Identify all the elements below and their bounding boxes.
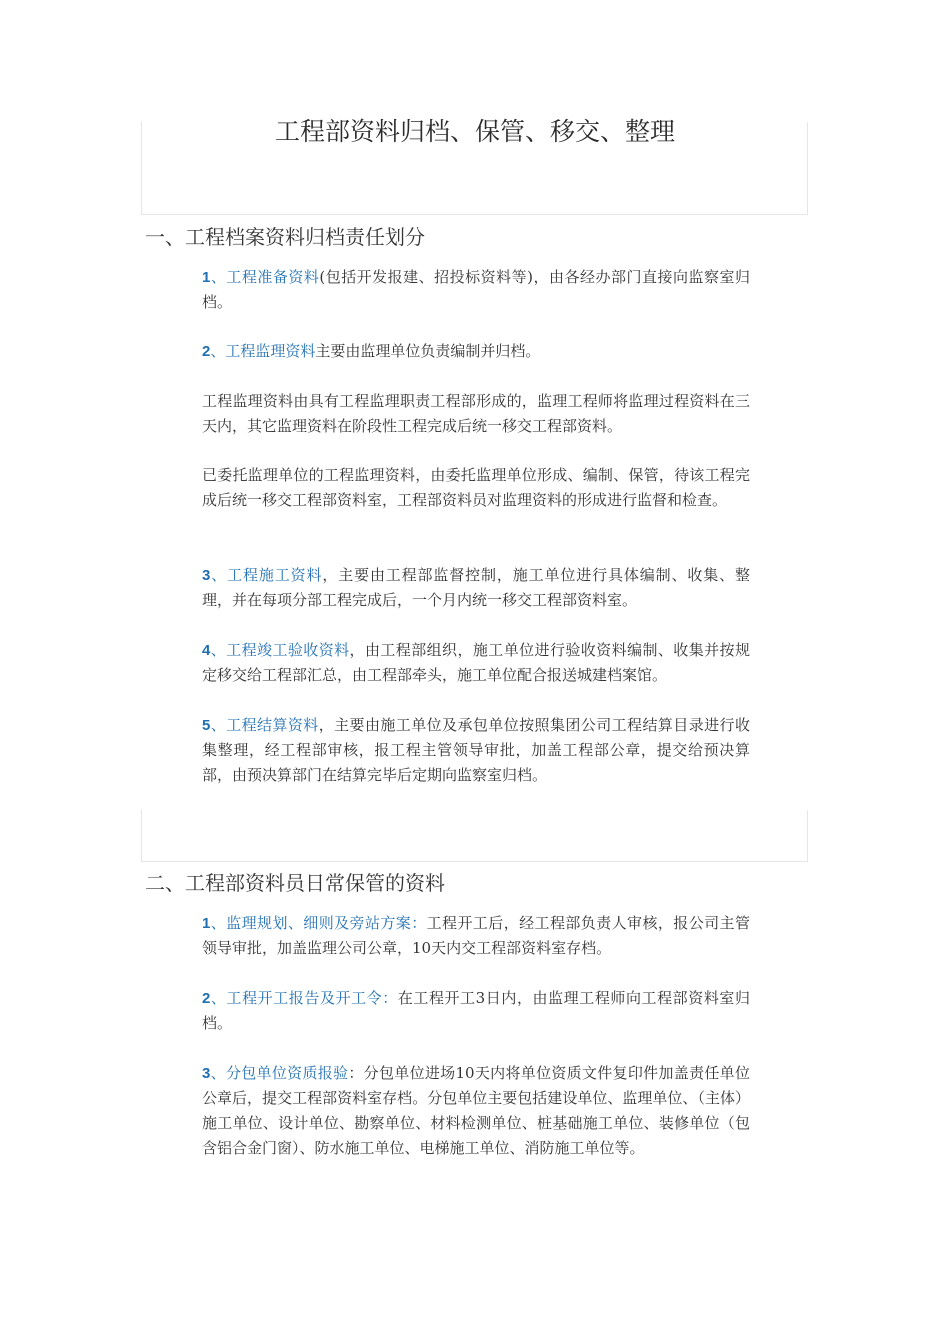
section-1-paragraph-delegated: 已委托监理单位的工程监理资料，由委托监理单位形成、编制、保管，待该工程完成后统一移交工程部资料室，工程部资料员对监理资料的形成进行监督和检查。	[202, 466, 750, 509]
section-1-paragraph-supervision: 工程监理资料由具有工程监理职责工程部形成的，监理工程师将监理过程资料在三天内，其它监理资料在阶段性工程完成后统一移交工程部资料。	[202, 392, 750, 435]
section-2-item-2: 2、工程开工报告及开工令：在工程开工3日内，由监理工程师向工程部资料室归档。	[202, 989, 750, 1032]
item-lead-text: 工程施工资料	[227, 566, 323, 584]
section-1-item-5: 5、工程结算资料，主要由施工单位及承包单位按照集团公司工程结算目录进行收集整理，经工程部审核，报工程主管领导审批，加盖工程部公章，提交给预决算部，由预决算部门在结算完毕后定期向监察室归档。	[202, 716, 750, 784]
section-1-item-1: 1、工程准备资料(包括开发报建、招投标资料等)，由各经办部门直接向监察室归档。	[202, 268, 750, 311]
item-lead-text: 工程准备资料	[226, 268, 320, 286]
page-title: 工程部资料归档、保管、移交、整理	[274, 117, 675, 146]
item-lead-text: 工程监理资料	[225, 342, 316, 360]
section-2-item-3: 3、分包单位资质报验：分包单位进场10天内将单位资质文件复印件加盖责任单位公章后，提交工程部资料室存档。分包单位主要包括建设单位、监理单位、（主体）施工单位、设计单位、勘察单位、材料检测单位、桩基础施工单位、装修单位（包含铝合金门窗）、防水施工单位、电梯施工单位、消防施工单位等。	[202, 1064, 750, 1157]
item-lead-text: 工程开工报告及开工令：	[226, 989, 398, 1007]
item-lead-text: 监理规划、细则及旁站方案：	[226, 914, 427, 932]
item-lead-text: 工程竣工验收资料	[226, 641, 350, 659]
section-divider-frame	[141, 810, 808, 862]
item-lead-text: 工程结算资料	[226, 716, 319, 734]
item-lead-text: 分包单位资质报验	[225, 1064, 349, 1082]
section-1-item-4: 4、工程竣工验收资料，由工程部组织，施工单位进行验收资料编制、收集并按规定移交给工程部汇总，由工程部牵头，施工单位配合报送城建档案馆。	[202, 641, 750, 684]
section-1-heading: 一、工程档案资料归档责任划分	[145, 225, 425, 249]
section-2-item-1: 1、监理规划、细则及旁站方案：工程开工后，经工程部负责人审核，报公司主管领导审批，加盖监理公司公章，10天内交工程部资料室存档。	[202, 914, 750, 957]
section-2-heading: 二、工程部资料员日常保管的资料	[145, 871, 445, 895]
section-1-item-2: 2、工程监理资料主要由监理单位负责编制并归档。	[202, 342, 541, 360]
section-1-item-3: 3、工程施工资料，主要由工程部监督控制，施工单位进行具体编制、收集、整理，并在每项分部工程完成后，一个月内统一移交工程部资料室。	[202, 566, 750, 609]
